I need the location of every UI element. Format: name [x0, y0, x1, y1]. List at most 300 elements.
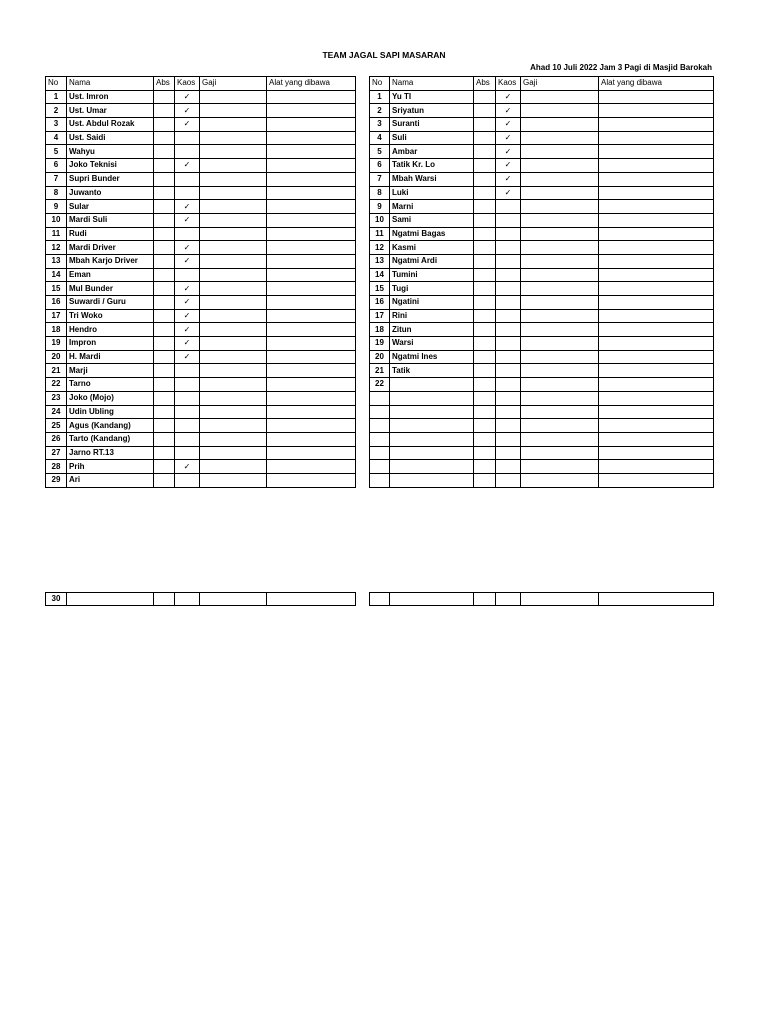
right-table-row	[370, 159, 714, 173]
row-name: Tatik	[390, 364, 474, 378]
row-alat	[267, 159, 356, 173]
left-table-row	[46, 432, 356, 446]
left-table-row	[46, 186, 356, 200]
row-kaos-check: ✓	[175, 309, 200, 323]
row-name: Kasmi	[390, 241, 474, 255]
row-name: Suli	[390, 131, 474, 145]
row-number: 19	[370, 337, 390, 351]
right-table-row	[370, 131, 714, 145]
row-number: 20	[370, 350, 390, 364]
row-kaos-check	[175, 145, 200, 159]
left-table-row	[46, 473, 356, 487]
right-table-row	[370, 593, 714, 606]
row-abs	[154, 323, 175, 337]
row-name: Rudi	[67, 227, 154, 241]
row-gaji	[200, 268, 267, 282]
row-number: 1	[370, 90, 390, 104]
row-alat	[267, 323, 356, 337]
row-abs	[474, 172, 496, 186]
row-gaji	[200, 213, 267, 227]
row-number: 9	[46, 200, 67, 214]
left-table-row	[46, 104, 356, 118]
row-number: 17	[370, 309, 390, 323]
row-name: Tri Woko	[67, 309, 154, 323]
left-table-row	[46, 460, 356, 474]
row-name: Prih	[67, 460, 154, 474]
row-name	[390, 405, 474, 419]
row-alat	[267, 268, 356, 282]
left-table-row	[46, 350, 356, 364]
right-table-row	[370, 309, 714, 323]
row-gaji	[521, 241, 599, 255]
row-gaji	[200, 350, 267, 364]
row-abs	[474, 337, 496, 351]
right-table-row	[370, 227, 714, 241]
row-number: 18	[46, 323, 67, 337]
row-alat	[267, 104, 356, 118]
row-kaos-check	[496, 309, 521, 323]
left-extra-table	[45, 592, 356, 606]
row-gaji	[200, 364, 267, 378]
row-gaji	[521, 282, 599, 296]
row-kaos-check: ✓	[496, 118, 521, 132]
row-number: 12	[46, 241, 67, 255]
row-name: Juwanto	[67, 186, 154, 200]
left-extra-body	[46, 593, 356, 606]
row-abs	[474, 296, 496, 310]
row-name: Ust. Abdul Rozak	[67, 118, 154, 132]
right-extra-table	[369, 592, 714, 606]
row-alat	[267, 118, 356, 132]
row-abs	[154, 350, 175, 364]
row-number: 1	[46, 90, 67, 104]
row-abs	[474, 364, 496, 378]
left-table-row	[46, 337, 356, 351]
row-name	[390, 446, 474, 460]
row-abs	[154, 460, 175, 474]
row-number: 21	[46, 364, 67, 378]
row-name: Wahyu	[67, 145, 154, 159]
row-kaos-check: ✓	[175, 159, 200, 173]
row-gaji	[200, 378, 267, 392]
row-kaos-check: ✓	[175, 323, 200, 337]
row-kaos-check	[175, 131, 200, 145]
row-kaos-check	[496, 337, 521, 351]
row-abs	[154, 364, 175, 378]
row-kaos-check	[496, 593, 521, 606]
row-gaji	[200, 593, 267, 606]
row-kaos-check: ✓	[496, 145, 521, 159]
row-alat	[599, 296, 714, 310]
row-number: 21	[370, 364, 390, 378]
row-gaji	[200, 405, 267, 419]
row-alat	[599, 323, 714, 337]
row-number: 14	[46, 268, 67, 282]
row-name: Ari	[67, 473, 154, 487]
row-name: Mbah Warsi	[390, 172, 474, 186]
row-alat	[599, 227, 714, 241]
row-number: 4	[46, 131, 67, 145]
row-gaji	[521, 364, 599, 378]
row-abs	[474, 391, 496, 405]
right-table-row	[370, 104, 714, 118]
row-name: Ngatmi Bagas	[390, 227, 474, 241]
row-gaji	[200, 282, 267, 296]
row-name: Impron	[67, 337, 154, 351]
row-gaji	[200, 90, 267, 104]
row-alat	[267, 378, 356, 392]
row-alat	[267, 460, 356, 474]
row-number: 19	[46, 337, 67, 351]
row-abs	[154, 213, 175, 227]
row-name: Supri Bunder	[67, 172, 154, 186]
row-kaos-check	[496, 282, 521, 296]
row-name: Ngatmi Ines	[390, 350, 474, 364]
row-name: Hendro	[67, 323, 154, 337]
row-number: 4	[370, 131, 390, 145]
row-gaji	[521, 118, 599, 132]
right-table-row	[370, 473, 714, 487]
row-alat	[599, 241, 714, 255]
right-table-row	[370, 268, 714, 282]
row-number: 16	[370, 296, 390, 310]
row-kaos-check: ✓	[175, 254, 200, 268]
row-abs	[154, 446, 175, 460]
row-number: 28	[46, 460, 67, 474]
row-abs	[154, 391, 175, 405]
row-name	[67, 593, 154, 606]
right-table-row	[370, 90, 714, 104]
left-table-row	[46, 282, 356, 296]
row-name: Rini	[390, 309, 474, 323]
right-header-col-nama: Nama	[390, 77, 474, 91]
row-number: 8	[46, 186, 67, 200]
row-alat	[599, 364, 714, 378]
left-header-col-gaji: Gaji	[200, 77, 267, 91]
row-name: H. Mardi	[67, 350, 154, 364]
row-name: Mardi Suli	[67, 213, 154, 227]
row-number	[370, 460, 390, 474]
right-table-body	[370, 90, 714, 487]
left-table-row	[46, 254, 356, 268]
row-number: 25	[46, 419, 67, 433]
row-kaos-check	[496, 460, 521, 474]
row-abs	[474, 227, 496, 241]
row-gaji	[521, 296, 599, 310]
row-name: Sular	[67, 200, 154, 214]
row-kaos-check: ✓	[175, 350, 200, 364]
row-alat	[599, 473, 714, 487]
row-kaos-check	[496, 254, 521, 268]
row-number: 15	[370, 282, 390, 296]
row-kaos-check	[175, 268, 200, 282]
row-kaos-check	[175, 419, 200, 433]
row-abs	[154, 593, 175, 606]
row-abs	[154, 254, 175, 268]
row-alat	[599, 446, 714, 460]
row-abs	[154, 337, 175, 351]
row-gaji	[200, 323, 267, 337]
row-alat	[599, 145, 714, 159]
row-number: 18	[370, 323, 390, 337]
left-header-col-no: No	[46, 77, 67, 91]
row-abs	[154, 118, 175, 132]
row-alat	[599, 213, 714, 227]
row-kaos-check: ✓	[175, 213, 200, 227]
row-alat	[599, 460, 714, 474]
row-gaji	[200, 172, 267, 186]
row-gaji	[521, 104, 599, 118]
row-kaos-check	[496, 378, 521, 392]
row-alat	[267, 473, 356, 487]
row-abs	[154, 227, 175, 241]
right-table-row	[370, 432, 714, 446]
row-alat	[267, 446, 356, 460]
right-table-row	[370, 145, 714, 159]
row-kaos-check	[496, 432, 521, 446]
row-number: 5	[46, 145, 67, 159]
row-alat	[267, 145, 356, 159]
row-gaji	[200, 309, 267, 323]
right-table-row	[370, 254, 714, 268]
row-abs	[474, 460, 496, 474]
row-gaji	[521, 186, 599, 200]
right-table-row	[370, 200, 714, 214]
row-kaos-check: ✓	[175, 460, 200, 474]
row-name: Suwardi / Guru	[67, 296, 154, 310]
row-abs	[154, 131, 175, 145]
row-gaji	[200, 200, 267, 214]
row-number: 12	[370, 241, 390, 255]
row-alat	[599, 391, 714, 405]
row-abs	[474, 241, 496, 255]
row-abs	[154, 268, 175, 282]
row-alat	[599, 350, 714, 364]
row-number: 2	[46, 104, 67, 118]
row-gaji	[521, 159, 599, 173]
left-header-col-kaos: Kaos	[175, 77, 200, 91]
right-table-row	[370, 241, 714, 255]
row-number: 24	[46, 405, 67, 419]
row-gaji	[521, 593, 599, 606]
row-kaos-check: ✓	[496, 172, 521, 186]
left-table-row	[46, 90, 356, 104]
row-name: Marni	[390, 200, 474, 214]
row-name	[390, 391, 474, 405]
row-abs	[154, 473, 175, 487]
row-abs	[474, 350, 496, 364]
row-number	[370, 419, 390, 433]
row-gaji	[200, 145, 267, 159]
row-kaos-check	[496, 419, 521, 433]
row-gaji	[521, 254, 599, 268]
left-table-row	[46, 446, 356, 460]
row-alat	[599, 254, 714, 268]
left-table-row	[46, 118, 356, 132]
row-gaji	[521, 446, 599, 460]
row-alat	[599, 268, 714, 282]
row-kaos-check: ✓	[175, 200, 200, 214]
row-abs	[474, 186, 496, 200]
row-number	[370, 473, 390, 487]
row-kaos-check: ✓	[496, 131, 521, 145]
row-name: Warsi	[390, 337, 474, 351]
row-abs	[154, 296, 175, 310]
row-abs	[474, 268, 496, 282]
row-gaji	[521, 309, 599, 323]
left-header-col-nama: Nama	[67, 77, 154, 91]
row-alat	[267, 296, 356, 310]
row-abs	[154, 90, 175, 104]
row-name: Sami	[390, 213, 474, 227]
row-kaos-check: ✓	[496, 90, 521, 104]
row-name: Ust. Umar	[67, 104, 154, 118]
row-number: 2	[370, 104, 390, 118]
row-kaos-check	[175, 432, 200, 446]
row-name	[390, 378, 474, 392]
row-abs	[474, 118, 496, 132]
row-abs	[154, 241, 175, 255]
row-gaji	[521, 378, 599, 392]
row-number: 8	[370, 186, 390, 200]
left-table-row	[46, 131, 356, 145]
left-table-row	[46, 593, 356, 606]
row-number: 10	[46, 213, 67, 227]
row-gaji	[200, 241, 267, 255]
row-gaji	[200, 227, 267, 241]
row-number: 6	[46, 159, 67, 173]
row-alat	[267, 131, 356, 145]
row-kaos-check	[175, 473, 200, 487]
row-alat	[267, 186, 356, 200]
row-kaos-check	[496, 213, 521, 227]
row-alat	[599, 309, 714, 323]
row-alat	[267, 391, 356, 405]
left-table-row	[46, 378, 356, 392]
row-number: 29	[46, 473, 67, 487]
right-table-row	[370, 405, 714, 419]
row-name: Ngatmi Ardi	[390, 254, 474, 268]
row-alat	[267, 419, 356, 433]
left-table-row	[46, 364, 356, 378]
row-abs	[154, 104, 175, 118]
left-table-row	[46, 172, 356, 186]
left-attendance-table	[45, 76, 356, 488]
row-abs	[154, 200, 175, 214]
row-gaji	[200, 391, 267, 405]
row-alat	[267, 350, 356, 364]
row-kaos-check	[175, 391, 200, 405]
row-abs	[154, 145, 175, 159]
left-table-row	[46, 200, 356, 214]
row-kaos-check: ✓	[496, 104, 521, 118]
row-number	[370, 593, 390, 606]
row-kaos-check	[496, 200, 521, 214]
row-gaji	[200, 460, 267, 474]
row-abs	[474, 90, 496, 104]
row-number: 3	[46, 118, 67, 132]
row-number: 22	[370, 378, 390, 392]
row-kaos-check	[496, 241, 521, 255]
row-number: 17	[46, 309, 67, 323]
row-alat	[599, 419, 714, 433]
row-kaos-check	[496, 391, 521, 405]
row-name: Ngatini	[390, 296, 474, 310]
row-name: Joko (Mojo)	[67, 391, 154, 405]
right-header-col-gaji: Gaji	[521, 77, 599, 91]
row-kaos-check	[175, 186, 200, 200]
row-gaji	[521, 268, 599, 282]
right-table-row	[370, 213, 714, 227]
row-alat	[267, 405, 356, 419]
row-number: 7	[370, 172, 390, 186]
right-header-col-abs: Abs	[474, 77, 496, 91]
row-abs	[474, 446, 496, 460]
row-gaji	[200, 419, 267, 433]
row-gaji	[521, 473, 599, 487]
right-table-row	[370, 186, 714, 200]
right-table-row	[370, 446, 714, 460]
left-table-row	[46, 268, 356, 282]
left-header-col-abs: Abs	[154, 77, 175, 91]
row-abs	[154, 186, 175, 200]
row-abs	[474, 282, 496, 296]
row-alat	[599, 90, 714, 104]
row-name	[390, 460, 474, 474]
row-abs	[474, 309, 496, 323]
row-name: Mbah Karjo Driver	[67, 254, 154, 268]
row-name: Ust. Imron	[67, 90, 154, 104]
row-abs	[154, 172, 175, 186]
row-abs	[474, 432, 496, 446]
row-abs	[154, 432, 175, 446]
right-table-row	[370, 337, 714, 351]
row-alat	[599, 593, 714, 606]
row-name: Suranti	[390, 118, 474, 132]
row-alat	[267, 364, 356, 378]
row-abs	[474, 323, 496, 337]
row-alat	[599, 118, 714, 132]
row-kaos-check	[175, 378, 200, 392]
row-number: 20	[46, 350, 67, 364]
row-name: Mardi Driver	[67, 241, 154, 255]
row-alat	[599, 200, 714, 214]
row-abs	[474, 593, 496, 606]
row-name	[390, 593, 474, 606]
row-gaji	[200, 254, 267, 268]
left-table-row	[46, 405, 356, 419]
row-alat	[599, 337, 714, 351]
row-gaji	[521, 432, 599, 446]
right-table-row	[370, 350, 714, 364]
row-number: 11	[46, 227, 67, 241]
event-subtitle: Ahad 10 Juli 2022 Jam 3 Pagi di Masjid Barokah	[530, 63, 712, 72]
row-number: 22	[46, 378, 67, 392]
row-alat	[267, 213, 356, 227]
left-table-row	[46, 159, 356, 173]
row-gaji	[521, 337, 599, 351]
row-abs	[154, 309, 175, 323]
row-kaos-check	[496, 350, 521, 364]
row-kaos-check	[496, 446, 521, 460]
row-abs	[474, 159, 496, 173]
row-abs	[474, 378, 496, 392]
row-gaji	[200, 118, 267, 132]
row-name: Tarto (Kandang)	[67, 432, 154, 446]
row-gaji	[521, 131, 599, 145]
row-kaos-check	[496, 227, 521, 241]
row-gaji	[200, 186, 267, 200]
